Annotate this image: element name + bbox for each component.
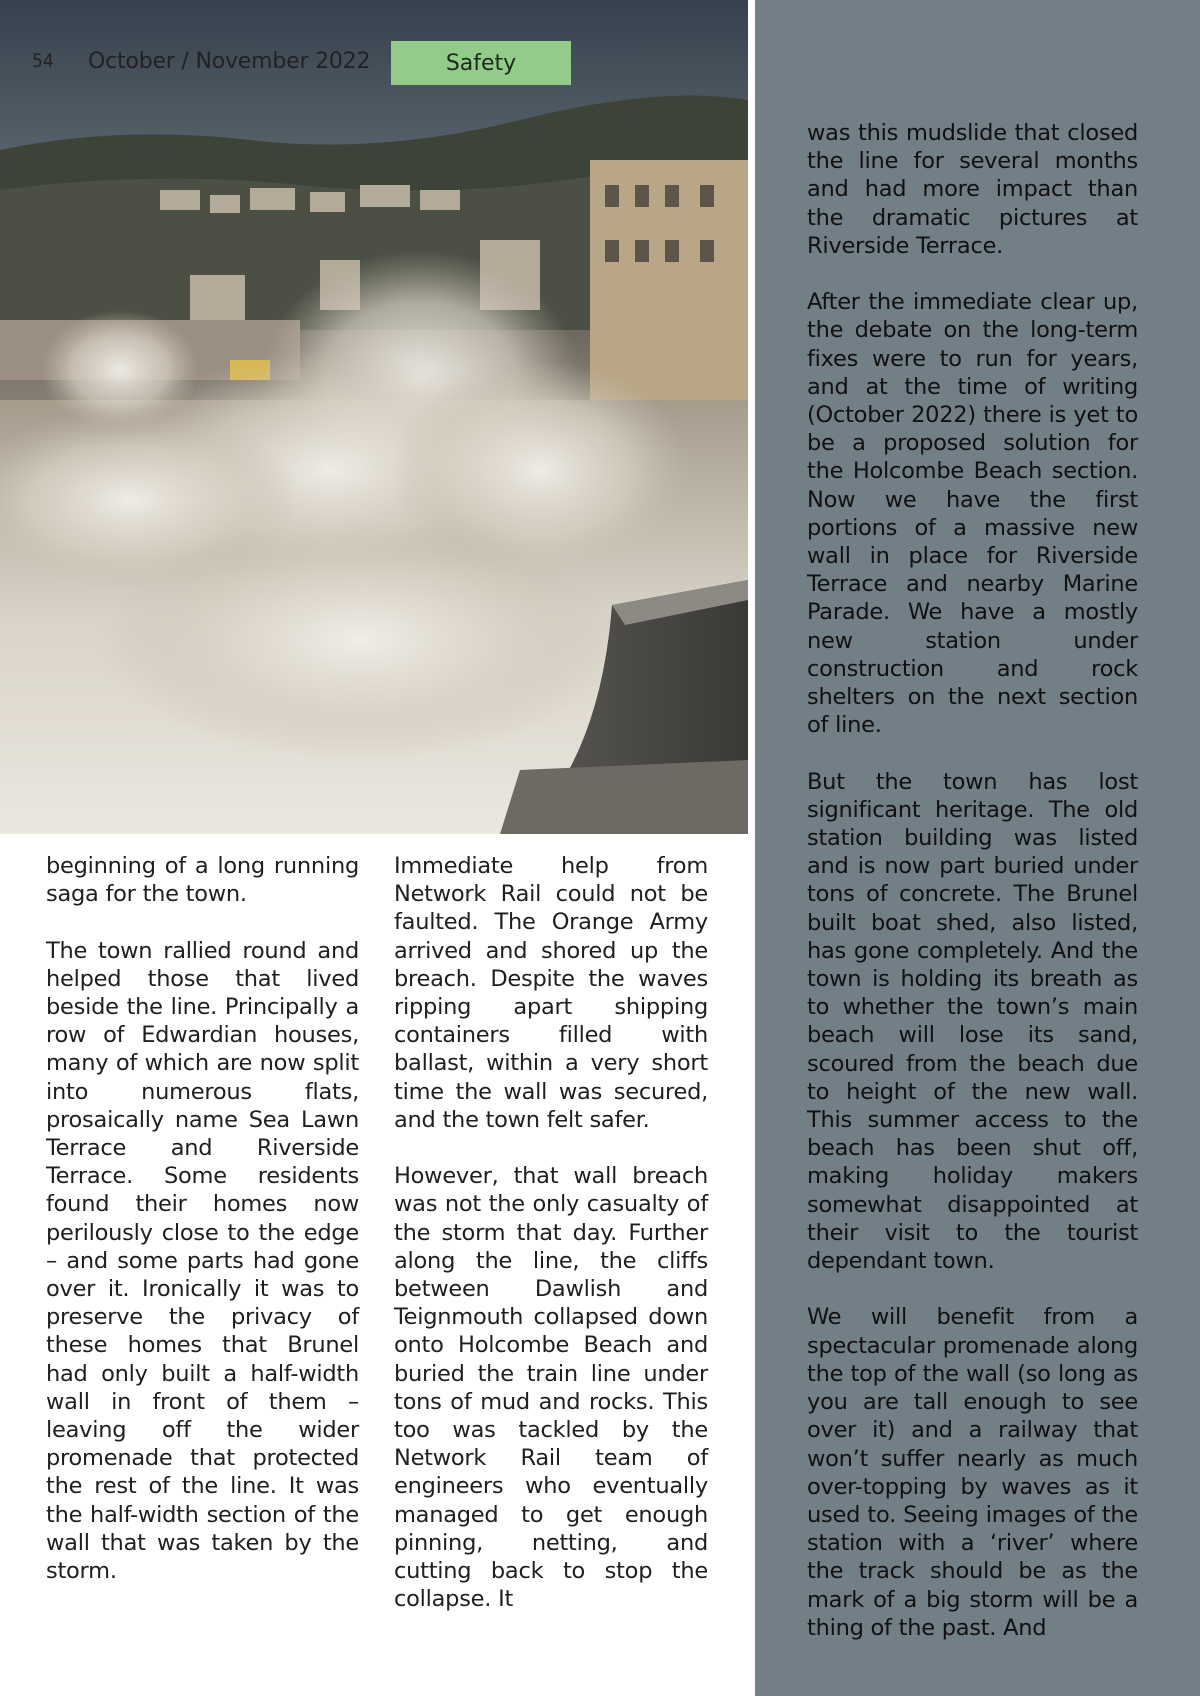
storm-photo bbox=[0, 0, 748, 834]
page-number: 54 bbox=[32, 50, 54, 72]
article-column-1 bbox=[46, 852, 359, 1585]
storm-photo-illustration bbox=[0, 0, 748, 834]
article-column-3 bbox=[807, 119, 1138, 1642]
section-tag: Safety bbox=[391, 41, 571, 85]
paragraph: After the immediate clear up, the debate on the long-term fixes were to run for years, and at the time of writing (October 2022) there is yet to be a proposed solution for the Holcombe Beach section. Now we have the first portions of a massive new wall in place for Riverside Terrace and nearby Marine Parade. We have a mostly new station under construction and rock shelters on the next section of line. bbox=[807, 289, 1138, 739]
paragraph: We will benefit from a spectacular promenade along the top of the wall (so long as you are tall enough to see over it) and a railway that won’t suffer nearly as much over-topping by waves as it used to. Seeing images of the station with a ‘river’ where the track should be as the mark of a big storm will be a thing of the past. And bbox=[807, 1304, 1138, 1641]
paragraph: beginning of a long running saga for the town. bbox=[46, 853, 359, 908]
paragraph: Immediate help from Network Rail could not be faulted. The Orange Army arrived and shored up the breach. Despite the waves ripping apart shipping containers filled with ballast, within a very short time the wall was secured, and the town felt safer. bbox=[394, 853, 708, 1133]
paragraph: The town rallied round and helped those that lived beside the line. Principally a row of Edwardian houses, many of which are now split into numerous flats, prosaically name Sea Lawn Terrace and Riverside Terrace. Some residents found their homes now perilously close to the edge – and some parts had gone over it. Ironically it was to preserve the privacy of these homes that Brunel had only built a half-width wall in front of them – leaving off the wider promenade that protected the rest of the line. It was the half-width section of the wall that was taken by the storm. bbox=[46, 937, 359, 1585]
issue-date: October / November 2022 bbox=[88, 49, 371, 74]
paragraph: was this mudslide that closed the line for several months and had more impact than the dramatic pictures at Riverside Terrace. bbox=[807, 120, 1138, 259]
column-gutter bbox=[748, 0, 755, 1696]
article-column-2 bbox=[394, 852, 708, 1613]
paragraph: But the town has lost significant heritage. The old station building was listed and is now part buried under tons of concrete. The Brunel built boat shed, also listed, has gone completely. And the town is holding its breath as to whether the town’s main beach will lose its sand, scoured from the beach due to height of the new wall. This summer access to the beach has been shut off, making holiday makers somewhat disappointed at their visit to the tourist dependant town. bbox=[807, 768, 1138, 1275]
paragraph: However, that wall breach was not the only casualty of the storm that day. Further along the line, the cliffs between Dawlish and Teignmouth collapsed down onto Holcombe Beach and buried the train line under tons of mud and rocks. This too was tackled by the Network Rail team of engineers who eventually managed to get enough pinning, netting, and cutting back to stop the collapse. It bbox=[394, 1163, 708, 1613]
